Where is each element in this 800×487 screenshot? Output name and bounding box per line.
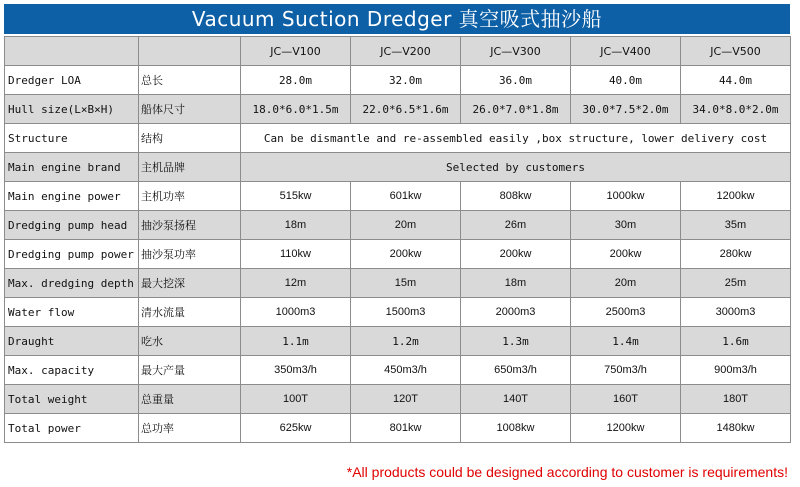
table-row: [5, 153, 791, 182]
row-label-cn: 总重量: [139, 385, 241, 414]
row-label-en: Total weight: [5, 385, 139, 414]
value-cell: 140T: [461, 385, 571, 414]
value-cell: 120T: [351, 385, 461, 414]
value-cell: 34.0*8.0*2.0m: [681, 95, 791, 124]
value-cell: 808kw: [461, 182, 571, 211]
value-cell: 25m: [681, 269, 791, 298]
value-cell: 2500m3: [571, 298, 681, 327]
value-cell: 20m: [571, 269, 681, 298]
value-cell: 40.0m: [571, 66, 681, 95]
value-cell: 1.3m: [461, 327, 571, 356]
spec-table: [4, 36, 791, 443]
row-label-cn: 抽沙泵功率: [139, 240, 241, 269]
row-label-cn: 总长: [139, 66, 241, 95]
table-row: [5, 66, 791, 95]
value-cell: 26.0*7.0*1.8m: [461, 95, 571, 124]
table-row: [5, 327, 791, 356]
value-cell: 1000m3: [241, 298, 351, 327]
row-label-cn: 最大挖深: [139, 269, 241, 298]
row-label-cn: 总功率: [139, 414, 241, 443]
value-cell: 30.0*7.5*2.0m: [571, 95, 681, 124]
model-header: JC—V500: [681, 37, 791, 66]
row-label-cn: 抽沙泵扬程: [139, 211, 241, 240]
table-row: [5, 95, 791, 124]
value-cell: 18.0*6.0*1.5m: [241, 95, 351, 124]
row-label-en: Main engine power: [5, 182, 139, 211]
row-label-en: Main engine brand: [5, 153, 139, 182]
value-cell: 44.0m: [681, 66, 791, 95]
row-label-en: Draught: [5, 327, 139, 356]
value-cell: 900m3/h: [681, 356, 791, 385]
value-cell: 1.1m: [241, 327, 351, 356]
value-cell: 100T: [241, 385, 351, 414]
value-cell: 1.6m: [681, 327, 791, 356]
row-label-en: Dredging pump head: [5, 211, 139, 240]
value-cell: 26m: [461, 211, 571, 240]
model-header: JC—V100: [241, 37, 351, 66]
row-label-en: Max. capacity: [5, 356, 139, 385]
row-label-cn: 船体尺寸: [139, 95, 241, 124]
row-label-en: Hull size(L×B×H): [5, 95, 139, 124]
value-cell: 36.0m: [461, 66, 571, 95]
row-label-en: Dredger LOA: [5, 66, 139, 95]
value-cell: 3000m3: [681, 298, 791, 327]
value-cell: 180T: [681, 385, 791, 414]
value-cell: 160T: [571, 385, 681, 414]
merged-value-cell: Selected by customers: [241, 153, 791, 182]
table-header-row: [5, 37, 791, 66]
value-cell: 18m: [461, 269, 571, 298]
table-row: [5, 124, 791, 153]
value-cell: 200kw: [351, 240, 461, 269]
header-empty-cell: [5, 37, 139, 66]
value-cell: 200kw: [461, 240, 571, 269]
model-header: JC—V200: [351, 37, 461, 66]
value-cell: 1200kw: [681, 182, 791, 211]
page-title: Vacuum Suction Dredger 真空吸式抽沙船: [4, 4, 790, 34]
value-cell: 28.0m: [241, 66, 351, 95]
table-row: [5, 211, 791, 240]
header-empty-cell: [139, 37, 241, 66]
value-cell: 35m: [681, 211, 791, 240]
value-cell: 1200kw: [571, 414, 681, 443]
row-label-en: Structure: [5, 124, 139, 153]
value-cell: 32.0m: [351, 66, 461, 95]
model-header: JC—V300: [461, 37, 571, 66]
value-cell: 20m: [351, 211, 461, 240]
row-label-en: Max. dredging depth: [5, 269, 139, 298]
model-header: JC—V400: [571, 37, 681, 66]
table-row: [5, 414, 791, 443]
table-row: [5, 240, 791, 269]
table-row: [5, 182, 791, 211]
value-cell: 1008kw: [461, 414, 571, 443]
value-cell: 1.2m: [351, 327, 461, 356]
value-cell: 2000m3: [461, 298, 571, 327]
value-cell: 1480kw: [681, 414, 791, 443]
merged-value-cell: Can be dismantle and re-assembled easily ,box structure, lower delivery cost: [241, 124, 791, 153]
row-label-en: Dredging pump power: [5, 240, 139, 269]
row-label-cn: 最大产量: [139, 356, 241, 385]
value-cell: 450m3/h: [351, 356, 461, 385]
value-cell: 280kw: [681, 240, 791, 269]
value-cell: 350m3/h: [241, 356, 351, 385]
table-row: [5, 269, 791, 298]
footnote: *All products could be designed according to customer is requirements!: [346, 464, 788, 480]
value-cell: 110kw: [241, 240, 351, 269]
table-row: [5, 298, 791, 327]
value-cell: 30m: [571, 211, 681, 240]
value-cell: 515kw: [241, 182, 351, 211]
value-cell: 801kw: [351, 414, 461, 443]
table-row: [5, 356, 791, 385]
value-cell: 650m3/h: [461, 356, 571, 385]
value-cell: 18m: [241, 211, 351, 240]
value-cell: 1000kw: [571, 182, 681, 211]
row-label-en: Water flow: [5, 298, 139, 327]
value-cell: 750m3/h: [571, 356, 681, 385]
value-cell: 22.0*6.5*1.6m: [351, 95, 461, 124]
value-cell: 601kw: [351, 182, 461, 211]
value-cell: 1.4m: [571, 327, 681, 356]
row-label-cn: 主机品牌: [139, 153, 241, 182]
table-row: [5, 385, 791, 414]
value-cell: 12m: [241, 269, 351, 298]
row-label-cn: 吃水: [139, 327, 241, 356]
value-cell: 15m: [351, 269, 461, 298]
value-cell: 625kw: [241, 414, 351, 443]
row-label-en: Total power: [5, 414, 139, 443]
value-cell: 1500m3: [351, 298, 461, 327]
row-label-cn: 主机功率: [139, 182, 241, 211]
value-cell: 200kw: [571, 240, 681, 269]
row-label-cn: 清水流量: [139, 298, 241, 327]
row-label-cn: 结构: [139, 124, 241, 153]
